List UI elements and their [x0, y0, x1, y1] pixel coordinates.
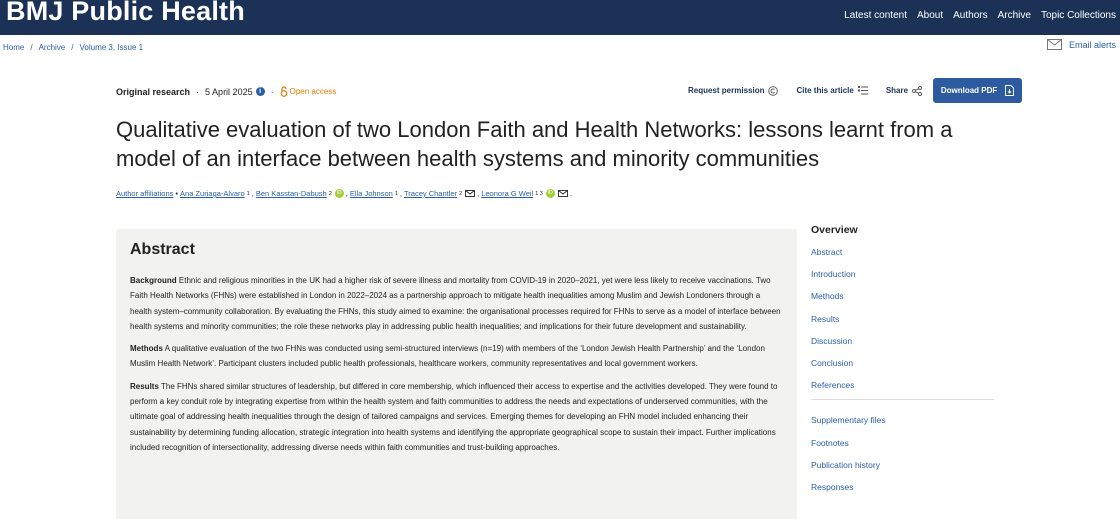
author-affiliation-number: 1: [394, 190, 398, 197]
email-alerts-label: Email alerts: [1068, 39, 1116, 50]
overview-link-discussion[interactable]: Discussion: [811, 335, 853, 346]
author-affiliation-number: 2: [459, 190, 463, 197]
abstract-section-label: Background: [130, 276, 177, 285]
author-affiliation-number: 1: [246, 190, 250, 197]
email-alerts-link[interactable]: [1047, 39, 1116, 50]
site-logo[interactable]: BMJ Public Health: [6, 0, 245, 26]
overview-heading: Overview: [811, 224, 858, 236]
open-access-badge: [280, 86, 337, 97]
envelope-icon: [1047, 39, 1062, 50]
cite-article-label: Cite this article: [796, 86, 854, 95]
author-link[interactable]: Ana Zuriaga-Alvaro: [180, 189, 245, 198]
overview-link-responses[interactable]: Responses: [811, 481, 854, 492]
article-actions: [688, 78, 1022, 103]
author-separator: ,: [345, 189, 348, 198]
article-type: Original research: [116, 86, 191, 97]
author-separator: ,: [399, 189, 402, 198]
overview-link-abstract[interactable]: Abstract: [811, 247, 843, 257]
overview-link-footnotes[interactable]: Footnotes: [811, 437, 849, 448]
author-affiliation-number: 2: [328, 190, 332, 197]
author-link[interactable]: Tracey Chantler: [403, 189, 458, 198]
abstract-heading: Abstract: [130, 241, 195, 258]
meta-separator: ·: [270, 86, 274, 97]
nav-archive[interactable]: Archive: [997, 10, 1031, 21]
abstract-section-text: The FHNs shared similar structures of leadership, but differed in core membership, which influenced their access to expertise and the activities developed. They were found to perform a key conduit role by integrating expertise from within the health system and faith communities to address the needs and expectations of underserved communities, with the ultimate goal of addressing health inequalities through the design of tailored campaigns and services. Emerging themes for developing an FHN model included enhancing their sustainability by determining funding allocation, strategic integration into health systems and identifying the appropriate geographical scope to sustain their impact. Further implications included recognition of intersectionality, addressing diverse needs within faith communities and trust-building approaches.: [130, 381, 778, 452]
author-link[interactable]: Ella Johnson: [349, 189, 393, 198]
overview-divider: [811, 399, 994, 400]
overview-link-methods[interactable]: Methods: [811, 291, 844, 302]
abstract-section-label: Results: [130, 381, 159, 391]
overview-link-publication-history[interactable]: Publication history: [811, 459, 880, 470]
copyright-icon: [768, 86, 778, 96]
author-separator: .: [569, 189, 572, 198]
share-button[interactable]: [886, 86, 922, 96]
author-separator: ,: [251, 189, 254, 198]
overview-link-references[interactable]: References: [811, 380, 855, 391]
breadcrumb: [3, 43, 143, 52]
nav-authors[interactable]: Authors: [953, 10, 988, 21]
abstract-section-text: A qualitative evaluation of the two FHNs was conducted using semi-structured interviews (n=19) with members of the ‘London Jewish Health Partnership’ and the ‘London Muslim Health Network’. Participant clusters included public health professionals, healthcare workers, community representatives and local government workers.: [130, 344, 765, 369]
cite-icon: [858, 86, 868, 95]
author-link[interactable]: Leonora G Weil: [481, 189, 534, 198]
share-label: Share: [885, 86, 909, 95]
nav-latest-content[interactable]: Latest content: [844, 10, 907, 21]
correspondence-envelope-icon[interactable]: [465, 190, 475, 197]
author-list: [116, 189, 574, 198]
open-access-label: Open access: [289, 87, 337, 96]
cite-article-button[interactable]: [796, 86, 867, 95]
download-pdf-label: Download PDF: [940, 86, 998, 95]
nav-topic-collections[interactable]: Topic Collections: [1040, 10, 1116, 21]
overview-link-conclusion[interactable]: Conclusion: [811, 357, 854, 368]
article-meta: [116, 86, 336, 97]
breadcrumb-archive[interactable]: Archive: [38, 43, 66, 52]
breadcrumb-separator: /: [71, 43, 74, 52]
overview-link-supplementary[interactable]: Supplementary files: [811, 415, 886, 426]
orcid-icon[interactable]: iD: [335, 189, 344, 198]
abstract-methods: [130, 341, 783, 372]
abstract-background: [130, 273, 783, 334]
info-icon[interactable]: i: [256, 87, 265, 96]
meta-separator: ·: [196, 86, 200, 97]
top-nav: [834, 10, 1116, 21]
abstract-section-label: Methods: [130, 344, 163, 354]
author-separator: ,: [477, 189, 480, 198]
orcid-icon[interactable]: iD: [546, 189, 555, 198]
breadcrumb-separator: /: [30, 43, 33, 52]
abstract-results: [130, 379, 783, 455]
overview-link-introduction[interactable]: Introduction: [811, 269, 856, 280]
request-permission-label: Request permission: [688, 86, 765, 95]
download-pdf-button[interactable]: [933, 78, 1022, 103]
author-affiliations-link[interactable]: Author affiliations: [116, 189, 174, 198]
breadcrumb-issue[interactable]: Volume 3, Issue 1: [79, 43, 144, 52]
overview-link-results[interactable]: Results: [811, 313, 840, 324]
abstract-section-text: Ethnic and religious minorities in the UK had a higher risk of severe illness and mortality from COVID-19 in 2020–2021, yet were less likely to receive vaccinations. Two Faith Health Networks (FHNs) were established in London in 2022–2024 as a partnership approach to mitigate health inequalities among Muslim and Jewish Londoners through a health system–community collaboration. By evaluating the FHNs, this study aimed to examine: the organisational processes required for FHNs to serve as a model of interface between health systems and minority communities; the role these networks play in addressing public health inequalities; and implications for their future development and sustainability.: [130, 276, 781, 331]
request-permission-button[interactable]: [688, 86, 778, 96]
nav-about[interactable]: About: [916, 10, 944, 21]
open-lock-icon: [280, 86, 288, 97]
author-affiliation-number: 1 3: [535, 190, 543, 197]
author-separator: •: [175, 189, 179, 198]
breadcrumb-home[interactable]: Home: [3, 43, 25, 52]
share-icon: [912, 86, 922, 96]
pdf-file-icon: [1005, 85, 1014, 96]
author-link[interactable]: Ben Kasstan-Dabush: [255, 189, 327, 198]
publication-date: 5 April 2025: [205, 86, 253, 97]
correspondence-envelope-icon[interactable]: [558, 190, 568, 197]
abstract-panel: [116, 229, 797, 519]
overview-sidebar: [811, 224, 994, 501]
top-header: [0, 0, 1120, 35]
article-title: Qualitative evaluation of two London Faith and Health Networks: lessons learnt from a model of an interface between health systems and minority communities: [116, 117, 953, 171]
